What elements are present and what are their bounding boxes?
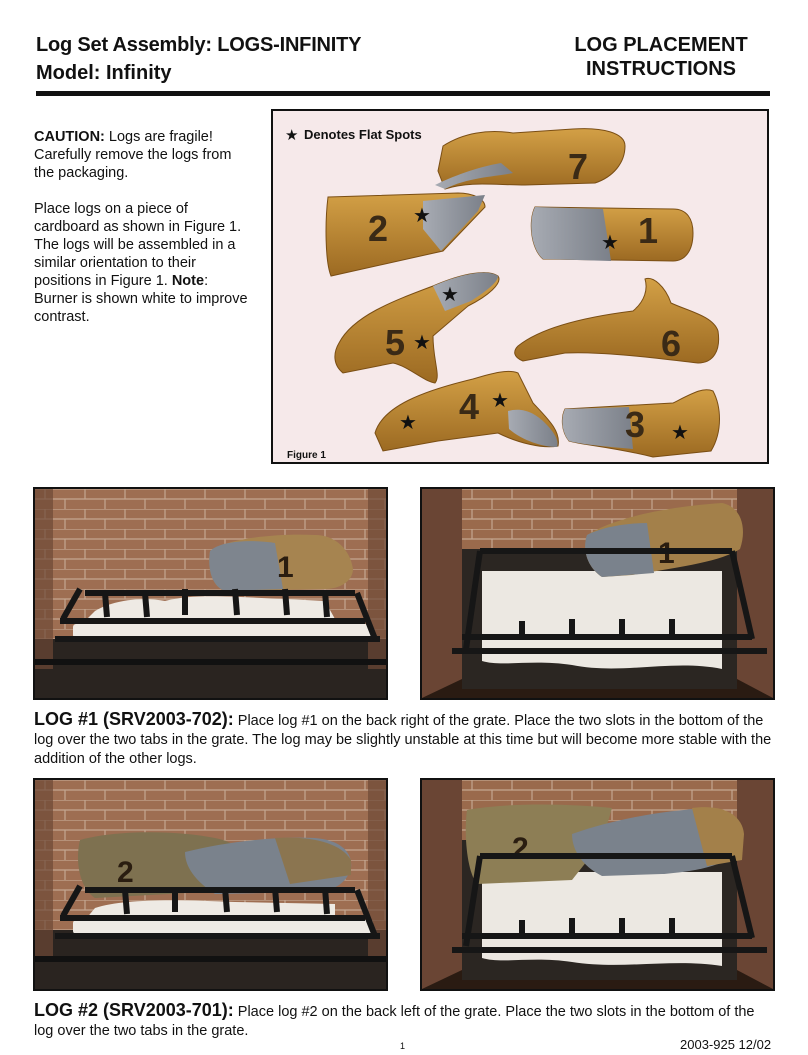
photo-log1-top (420, 487, 775, 700)
flat-spot-star-icon: ★ (413, 332, 431, 354)
step-log2-heading: LOG #2 (SRV2003-701): (34, 1000, 234, 1020)
photo-log1-front (33, 487, 388, 700)
log-4-number: 4 (459, 386, 480, 427)
photo-log-number: 2 (117, 856, 134, 889)
fireplace-illustration (422, 780, 773, 989)
log-4 (375, 371, 558, 451)
document-number: 2003-925 12/02 (680, 1037, 772, 1052)
header-rule (36, 91, 770, 96)
log-6 (515, 278, 719, 364)
log-2 (326, 193, 485, 276)
figure-1-caption: Figure 1 (287, 450, 326, 461)
step-log2-text: Place log #2 on the back left of the grate. Place the two slots in the bottom of the log over the two tabs in the grate. (34, 1004, 755, 1039)
log-1 (531, 207, 693, 261)
note-text: : Burner is shown white to improve contrast. (34, 273, 248, 325)
figure-1-illustration (273, 111, 767, 462)
fireplace-illustration (35, 780, 386, 989)
photo-log-number: 2 (512, 832, 529, 865)
figure-1 (271, 109, 769, 464)
log-5 (335, 273, 499, 383)
note-label: Note (171, 273, 205, 289)
flat-spot-star-icon: ★ (671, 422, 689, 444)
step-log1-heading: LOG #1 (SRV2003-702): (34, 709, 234, 729)
star-icon: ★ (285, 127, 299, 144)
model-title: Model: Infinity (36, 62, 172, 84)
placement-paragraph (34, 200, 249, 326)
photo-log-number: 1 (658, 537, 675, 570)
step-log1-text: Place log #1 on the back right of the grate. Place the two slots in the bottom of the log over the two tabs in the grate. The log may be slightly unstable at this time but will become more stable with the addition of the other logs. (34, 713, 772, 767)
fireplace-illustration (422, 489, 773, 698)
log-5-number: 5 (385, 322, 406, 363)
flat-spot-star-icon: ★ (441, 284, 459, 306)
instructions-heading (545, 33, 777, 81)
instructions-heading-line2: INSTRUCTIONS (586, 58, 736, 80)
flat-spot-legend (285, 127, 422, 144)
flat-spot-star-icon: ★ (399, 412, 417, 434)
caution-text: Logs are fragile! Carefully remove the logs from the packaging. (34, 129, 232, 181)
instructions-heading-line1: LOG PLACEMENT (574, 34, 748, 56)
legend-text: Denotes Flat Spots (304, 127, 422, 142)
caution-label: CAUTION: (34, 129, 105, 145)
document-title: Log Set Assembly: LOGS-INFINITY (36, 34, 362, 56)
placement-text: Place logs on a piece of cardboard as shown in Figure 1. The logs will be assembled in a similar orientation to their positions in Figure 1. (34, 201, 242, 289)
caution-paragraph (34, 128, 249, 182)
flat-spot-star-icon: ★ (601, 232, 619, 254)
flat-spot-star-icon: ★ (491, 390, 509, 412)
log-1-number: 1 (638, 210, 659, 251)
intro-text (34, 128, 249, 344)
photo-log-number: 1 (277, 551, 294, 584)
step-log1 (34, 710, 776, 769)
photo-log2-top (420, 778, 775, 991)
page-number: 1 (400, 1041, 406, 1051)
log-7-number: 7 (568, 146, 589, 187)
log-2-number: 2 (368, 208, 389, 249)
fireplace-illustration (35, 489, 386, 698)
log-7 (435, 129, 625, 189)
step-log2 (34, 1001, 776, 1041)
log-3-number: 3 (625, 404, 646, 445)
flat-spot-star-icon: ★ (413, 205, 431, 227)
photo-log2-front (33, 778, 388, 991)
log-6-number: 6 (661, 323, 682, 364)
log-3 (562, 390, 719, 457)
